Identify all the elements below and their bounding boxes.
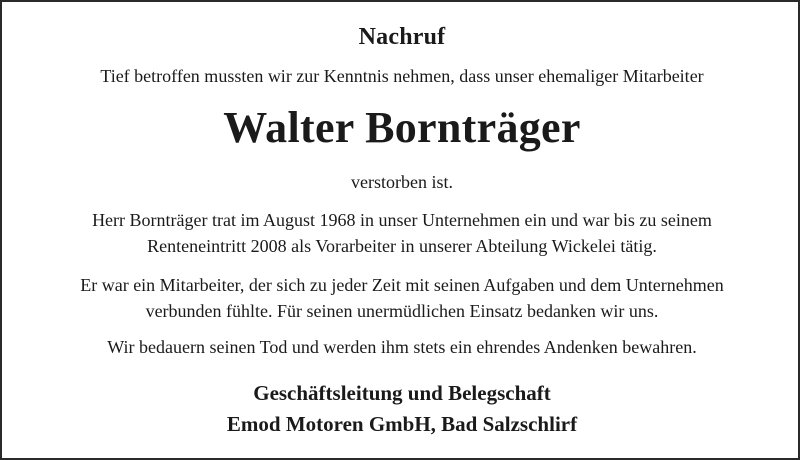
paragraph-tribute xyxy=(22,272,782,324)
paragraph-career xyxy=(22,207,782,259)
intro-text: Tief betroffen mussten wir zur Kenntnis nehmen, dass unser ehemaliger Mitarbeiter xyxy=(100,66,704,86)
paragraph-line: Renteneintritt 2008 als Vorarbeiter in unserer Abteilung Wickelei tätig. xyxy=(147,236,657,256)
deceased-name: Walter Bornträger xyxy=(223,103,581,152)
paragraph-line: Wir bedauern seinen Tod und werden ihm stets ein ehrendes Andenken bewahren. xyxy=(107,337,697,357)
paragraph-line: Er war ein Mitarbeiter, der sich zu jeder Zeit mit seinen Aufgaben und dem Unternehmen xyxy=(80,275,724,295)
deceased-line: verstorben ist. xyxy=(351,172,453,192)
signature-line-2: Emod Motoren GmbH, Bad Salzschlirf xyxy=(226,412,578,436)
paragraph-line: verbunden fühlte. Für seinen unermüdlichen Einsatz bedanken wir uns. xyxy=(145,301,659,321)
signature-line-1: Geschäftsleitung und Belegschaft xyxy=(253,381,551,405)
paragraph-condolence xyxy=(22,334,782,360)
paragraph-line: Herr Bornträger trat im August 1968 in unser Unternehmen ein und war bis zu seinem xyxy=(92,210,712,230)
notice-heading: Nachruf xyxy=(358,24,446,50)
